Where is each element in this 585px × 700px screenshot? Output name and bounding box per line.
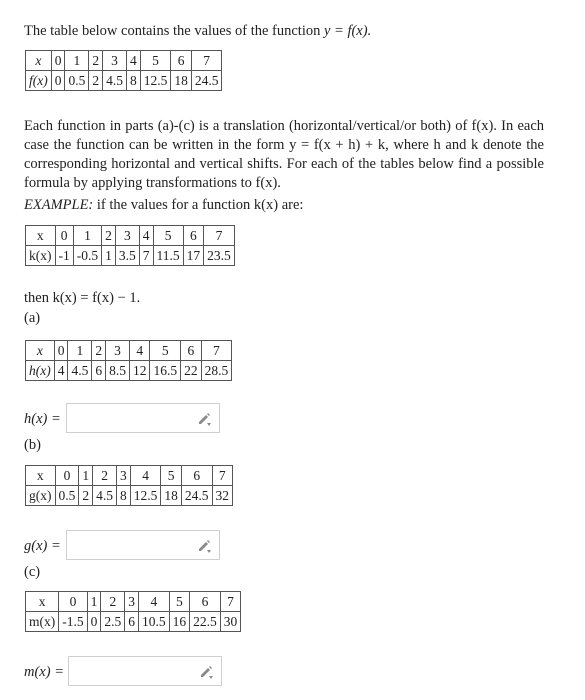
instructions-paragraph: Each function in parts (a)-(c) is a translation (horizontal/vertical/or both) of f(x). In each case the function can be written in the form y = f(x + h) + k, where h and k denote the corresponding horizontal and vertical shifts. For each of the tables below find a possible formula by applying transformations to f(x).	[24, 118, 544, 191]
table-cell: 6	[181, 341, 202, 361]
table-cell: 6	[171, 51, 192, 71]
table-f-value-row	[26, 71, 222, 91]
table-cell: 4.5	[93, 486, 117, 506]
intro-line	[24, 22, 371, 40]
table-cell: 0	[55, 226, 73, 246]
table-cell: 22.5	[190, 612, 221, 632]
table-cell: h(x)	[26, 361, 55, 381]
table-cell: 0.5	[55, 486, 79, 506]
table-cell: 8	[126, 71, 140, 91]
example-text: if the values for a function k(x) are:	[93, 197, 304, 213]
part-c-label: (c)	[24, 564, 41, 580]
table-cell: 18	[161, 486, 182, 506]
table-cell: 8.5	[106, 361, 130, 381]
table-cell: 3	[117, 466, 131, 486]
table-cell: 16.5	[150, 361, 181, 381]
table-cell: 2	[89, 51, 103, 71]
table-cell: 7	[204, 226, 235, 246]
table-cell: 3	[125, 592, 139, 612]
pencil-icon[interactable]	[198, 664, 214, 680]
table-cell: 12.5	[140, 71, 171, 91]
table-cell: 22	[181, 361, 202, 381]
intro-formula: y = f(x).	[323, 23, 372, 39]
table-k-header-row	[26, 226, 235, 246]
table-cell: 0	[87, 612, 101, 632]
table-cell: 24.5	[191, 71, 222, 91]
table-cell: 0.5	[65, 71, 89, 91]
table-cell: 1	[68, 341, 92, 361]
table-cell: 8	[117, 486, 131, 506]
table-cell: 28.5	[201, 361, 232, 381]
table-cell: 5	[153, 226, 183, 246]
table-cell: 0	[59, 592, 87, 612]
table-cell: 3.5	[115, 246, 139, 266]
part-a-label: (a)	[24, 310, 41, 326]
table-m	[25, 591, 241, 632]
table-cell: 4	[54, 361, 68, 381]
table-cell: 4	[130, 466, 161, 486]
table-m-value-row	[26, 612, 241, 632]
table-cell: 10.5	[139, 612, 170, 632]
table-cell: 2	[93, 466, 117, 486]
table-cell: 6	[125, 612, 139, 632]
answer-box-m	[68, 656, 222, 686]
table-g-header-row	[26, 466, 233, 486]
answer-label-m: m(x) =	[24, 664, 64, 680]
table-cell: 5	[140, 51, 171, 71]
answer-box-g	[66, 530, 220, 560]
table-cell: 1	[73, 226, 101, 246]
table-k-value-row	[26, 246, 235, 266]
answer-label-h: h(x) =	[24, 411, 61, 427]
example-result: then k(x) = f(x) − 1.	[24, 290, 141, 306]
table-cell: 6	[92, 361, 106, 381]
table-cell: 23.5	[204, 246, 235, 266]
table-cell: 1	[87, 592, 101, 612]
table-cell: 0	[54, 341, 68, 361]
table-cell: f(x)	[26, 71, 52, 91]
table-cell: 4	[139, 226, 153, 246]
table-cell: 2	[89, 71, 103, 91]
table-cell: 4	[126, 51, 140, 71]
table-cell: 4	[129, 341, 150, 361]
table-cell: 18	[171, 71, 192, 91]
table-cell: 2.5	[101, 612, 125, 632]
table-f-header-row	[26, 51, 222, 71]
table-cell: 4	[139, 592, 170, 612]
intro-text: The table below contains the values of the function	[24, 23, 324, 39]
table-cell: -1.5	[59, 612, 87, 632]
table-cell: -1	[55, 246, 73, 266]
table-h-value-row	[26, 361, 232, 381]
table-cell: 7	[191, 51, 222, 71]
table-cell: x	[26, 466, 56, 486]
table-cell: 2	[101, 592, 125, 612]
table-cell: -0.5	[73, 246, 101, 266]
table-h	[25, 340, 232, 381]
table-g	[25, 465, 233, 506]
table-cell: m(x)	[26, 612, 59, 632]
table-cell: 11.5	[153, 246, 183, 266]
table-cell: 5	[150, 341, 181, 361]
example-label: EXAMPLE:	[24, 197, 94, 213]
table-cell: 16	[169, 612, 190, 632]
table-f	[25, 50, 222, 91]
table-k	[25, 225, 235, 266]
table-cell: 1	[65, 51, 89, 71]
pencil-icon[interactable]	[196, 411, 212, 427]
table-cell: 2	[102, 226, 116, 246]
table-cell: k(x)	[26, 246, 56, 266]
table-cell: g(x)	[26, 486, 56, 506]
table-cell: 32	[212, 486, 233, 506]
table-cell: 1	[79, 466, 93, 486]
table-cell: 0	[51, 71, 65, 91]
example-line	[24, 196, 303, 214]
table-m-header-row	[26, 592, 241, 612]
table-cell: 1	[102, 246, 116, 266]
table-cell: 12	[129, 361, 150, 381]
table-cell: x	[26, 592, 59, 612]
table-cell: 7	[212, 466, 233, 486]
table-cell: 6	[190, 592, 221, 612]
table-cell: 5	[161, 466, 182, 486]
table-cell: 17	[183, 246, 204, 266]
table-cell: 4.5	[103, 71, 127, 91]
table-cell: 5	[169, 592, 190, 612]
table-cell: 2	[92, 341, 106, 361]
table-cell: 6	[183, 226, 204, 246]
table-cell: 2	[79, 486, 93, 506]
table-cell: x	[26, 51, 52, 71]
table-cell: 7	[139, 246, 153, 266]
table-cell: x	[26, 341, 55, 361]
table-cell: 6	[181, 466, 212, 486]
part-b-label: (b)	[24, 437, 41, 453]
table-cell: 7	[220, 592, 241, 612]
answer-box-h	[66, 403, 220, 433]
table-cell: x	[26, 226, 56, 246]
table-h-header-row	[26, 341, 232, 361]
table-cell: 3	[106, 341, 130, 361]
table-g-value-row	[26, 486, 233, 506]
answer-label-g: g(x) =	[24, 538, 61, 554]
table-cell: 30	[220, 612, 241, 632]
table-cell: 3	[115, 226, 139, 246]
pencil-icon[interactable]	[196, 538, 212, 554]
table-cell: 0	[55, 466, 79, 486]
table-cell: 3	[103, 51, 127, 71]
table-cell: 7	[201, 341, 232, 361]
table-cell: 24.5	[181, 486, 212, 506]
table-cell: 4.5	[68, 361, 92, 381]
table-cell: 0	[51, 51, 65, 71]
table-cell: 12.5	[130, 486, 161, 506]
